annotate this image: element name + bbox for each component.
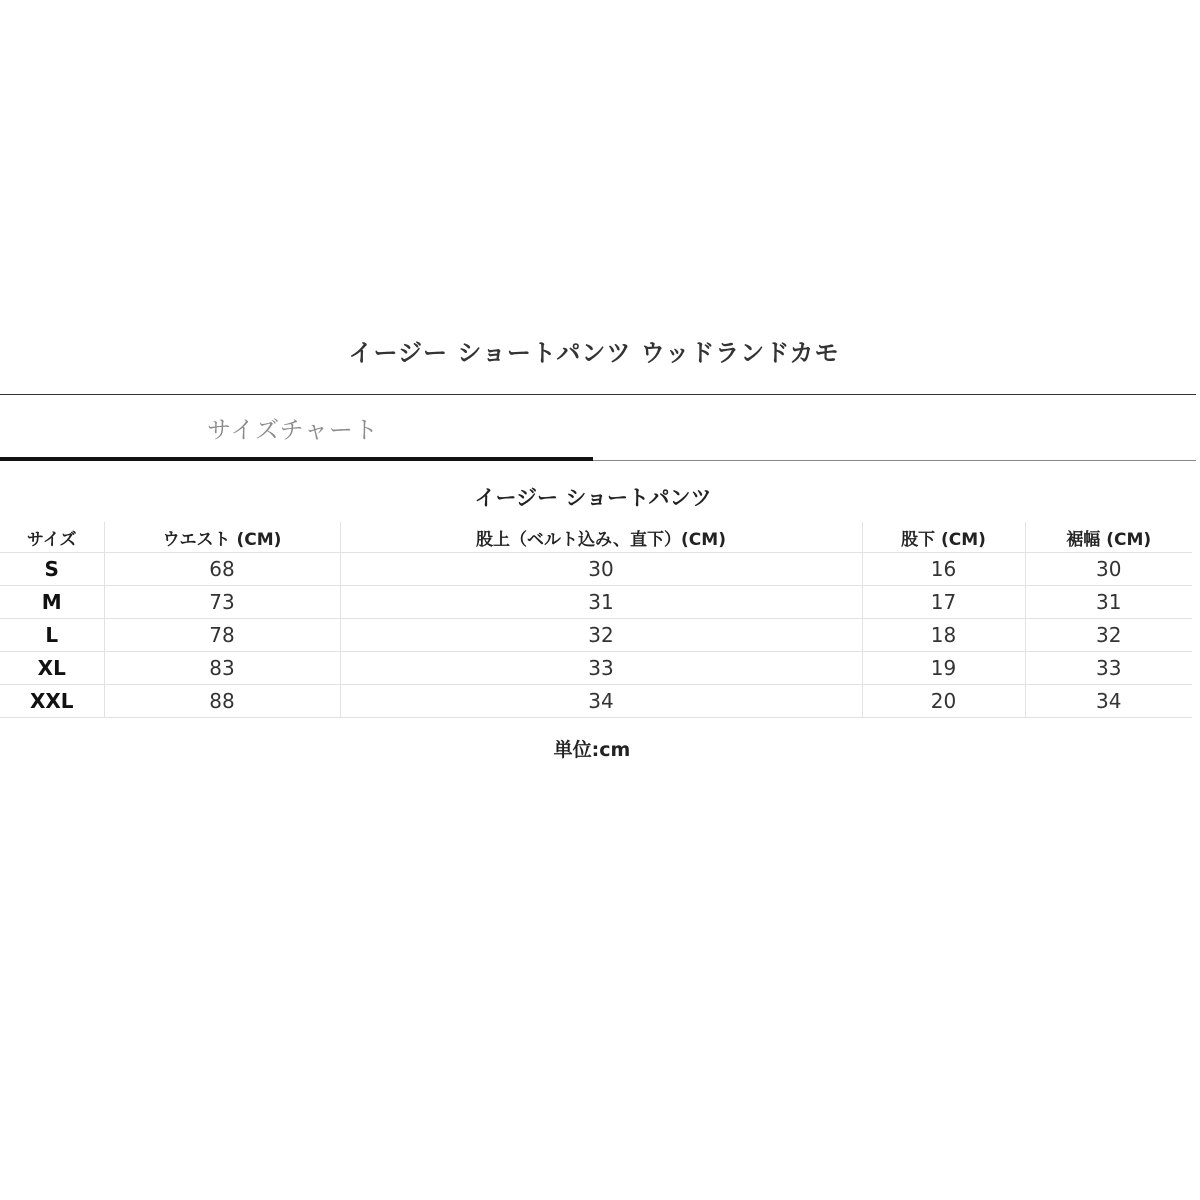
tab-bar [0, 394, 1196, 461]
header-inseam: 股下 (CM) [862, 522, 1025, 553]
header-waist: ウエスト (CM) [104, 522, 340, 553]
table-row [0, 685, 1192, 718]
tab-size-chart[interactable] [0, 395, 593, 461]
hem-cell: 32 [1025, 619, 1192, 652]
waist-cell: 88 [104, 685, 340, 718]
header-rise: 股上（ベルト込み、直下）(CM) [340, 522, 862, 553]
size-cell: M [0, 586, 104, 619]
rise-cell: 30 [340, 553, 862, 586]
inseam-cell: 18 [862, 619, 1025, 652]
tab-baseline [593, 460, 1196, 461]
waist-cell: 73 [104, 586, 340, 619]
waist-cell: 78 [104, 619, 340, 652]
hem-cell: 33 [1025, 652, 1192, 685]
inseam-cell: 20 [862, 685, 1025, 718]
inseam-cell: 19 [862, 652, 1025, 685]
product-title: イージー ショートパンツ ウッドランドカモ [348, 339, 840, 367]
inseam-cell: 16 [862, 553, 1025, 586]
table-row [0, 586, 1192, 619]
table-row [0, 619, 1192, 652]
unit-note: 単位:cm [553, 739, 631, 761]
hem-cell: 31 [1025, 586, 1192, 619]
rise-cell: 32 [340, 619, 862, 652]
rise-cell: 33 [340, 652, 862, 685]
table-row [0, 553, 1192, 586]
hem-cell: 34 [1025, 685, 1192, 718]
header-size: サイズ [0, 522, 104, 553]
rise-cell: 34 [340, 685, 862, 718]
waist-cell: 68 [104, 553, 340, 586]
size-cell: XXL [0, 685, 104, 718]
size-table [0, 522, 1192, 718]
size-table-title: イージー ショートパンツ [474, 486, 712, 510]
tab-size-chart-label: サイズチャート [207, 416, 379, 444]
size-cell: S [0, 553, 104, 586]
table-row [0, 652, 1192, 685]
waist-cell: 83 [104, 652, 340, 685]
inseam-cell: 17 [862, 586, 1025, 619]
size-cell: L [0, 619, 104, 652]
rise-cell: 31 [340, 586, 862, 619]
table-header-row [0, 522, 1192, 553]
size-cell: XL [0, 652, 104, 685]
header-hem-width: 裾幅 (CM) [1025, 522, 1192, 553]
hem-cell: 30 [1025, 553, 1192, 586]
